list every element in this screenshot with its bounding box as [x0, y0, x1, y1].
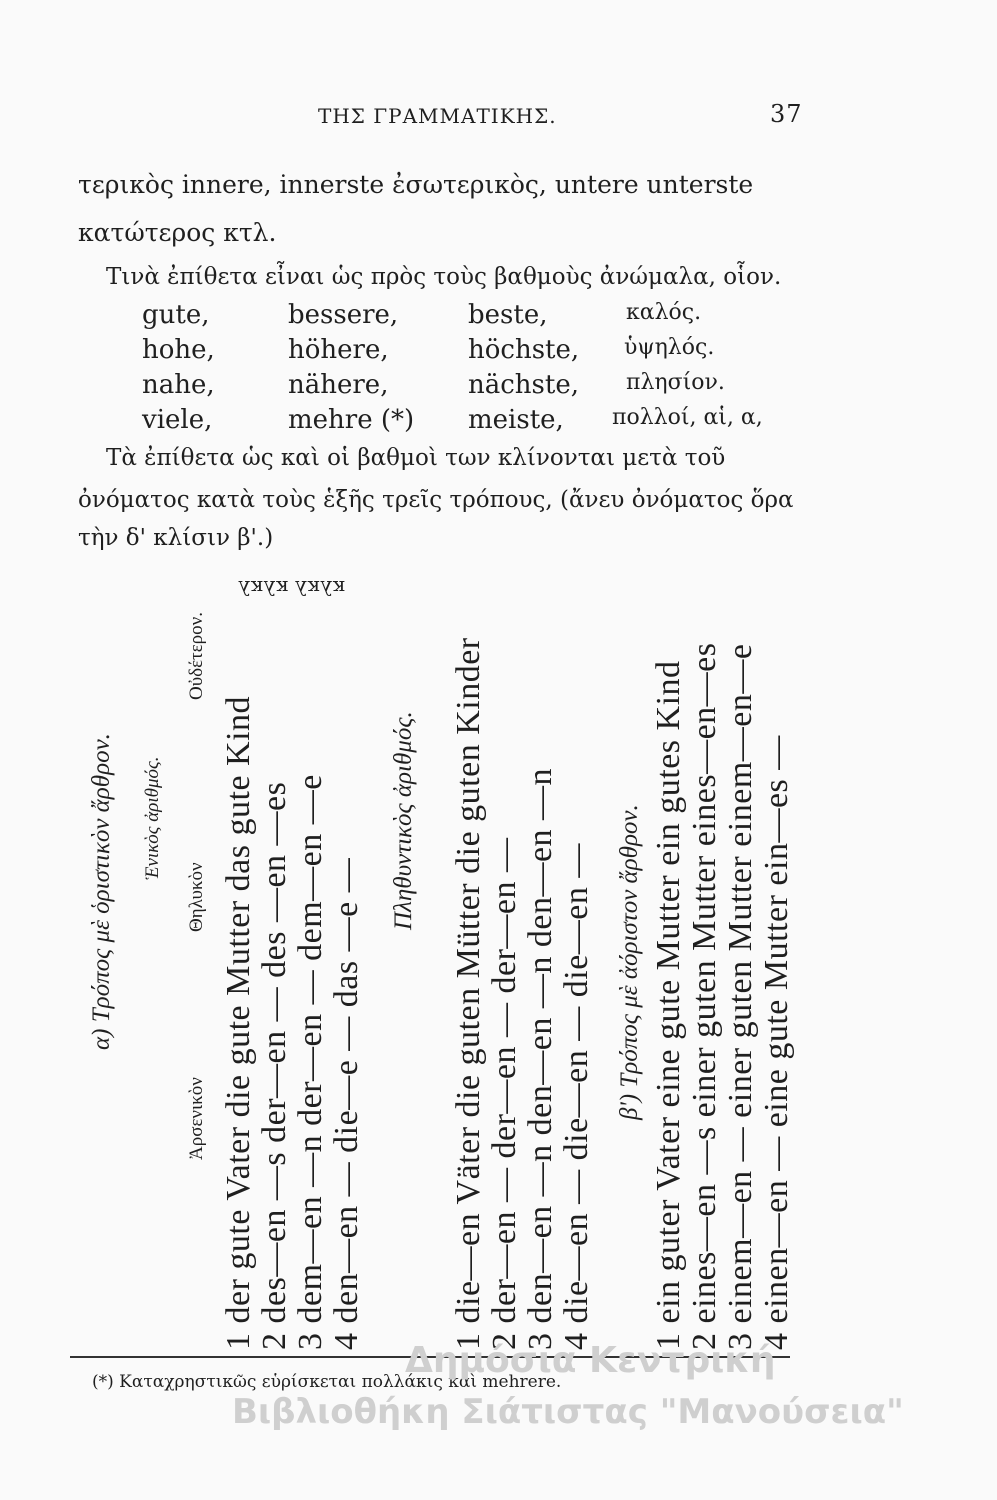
indefinite-row: 3 einem—en — einer guten Mutter einem—en—e — [722, 643, 759, 1350]
irr-superlative: höchste, — [468, 335, 580, 365]
irr-positive: nahe, — [142, 370, 215, 400]
gender-masculine: Ἀρσενικὸν — [186, 1077, 207, 1160]
plural-row: 2 der—en — der—en — der—en — — [486, 837, 523, 1350]
irr-positive: hohe, — [142, 335, 215, 365]
irr-superlative: meiste, — [468, 405, 564, 435]
footnote: (*) Καταχρηστικῶς εὑρίσκεται πολλάκις καὶ mehrere. — [92, 1372, 562, 1392]
page-number: 37 — [770, 100, 803, 128]
irr-comparative: höhere, — [288, 335, 389, 365]
singular-row: 3 dem—en —n der—en — dem—en —e — [292, 774, 329, 1350]
irr-positive: viele, — [142, 405, 213, 435]
irr-greek: καλός. — [626, 300, 702, 325]
irr-positive: gute, — [142, 300, 210, 330]
library-watermark-line-1: Δημόσια Κεντρική — [405, 1340, 776, 1381]
intro-line-1: τερικὸς innere, innerste ἐσωτερικὸς, untere unterste — [78, 170, 754, 199]
irr-greek: πολλοί, αἱ, α, — [612, 405, 763, 430]
singular-row: 2 des—en —s der—en — des —en —es — [256, 781, 293, 1350]
inverted-mark-top: κλκλ κλκλ — [238, 576, 346, 600]
indefinite-row: 4 einen—en — eine gute Mutter ein—es — — [758, 735, 795, 1350]
plural-row: 1 die—en Väter die guten Mütter die guten Kinder — [450, 637, 487, 1350]
indefinite-row: 2 eines—en —s einer guten Mutter eines—en—es — [686, 642, 723, 1350]
plural-row: 4 die—en — die—en — die—en — — [558, 843, 595, 1350]
library-watermark-line-2: Βιβλιοθήκη Σιάτιστας "Μανούσεια" — [232, 1392, 904, 1432]
irr-comparative: nähere, — [288, 370, 389, 400]
section-b-title: β') Τρόπος μὲ ἀόριστον ἄρθρον. — [616, 804, 643, 1120]
singular-row: 4 den—en — die—e — das —e — — [328, 857, 365, 1350]
gender-neuter: Οὐδέτερον. — [186, 612, 207, 700]
gender-feminine: Θηλυκὸν — [186, 862, 207, 932]
irr-comparative: mehre (*) — [288, 405, 415, 435]
para-line-3: τὴν δ' κλίσιν β'.) — [78, 525, 274, 551]
singular-row: 1 der gute Vater die gute Mutter das gute Kind — [220, 695, 257, 1350]
section-a-title: α) Τρόπος μὲ ὁριστικὸν ἄρθρον. — [88, 733, 115, 1050]
singular-label: Ἑνικὸς ἀριθμός. — [142, 756, 163, 880]
plural-label: Πληθυντικὸς ἀριθμός. — [390, 711, 417, 930]
irr-greek: πλησίον. — [626, 370, 725, 395]
irr-greek: ὑψηλός. — [624, 335, 715, 360]
intro-line-2: κατώτερος κτλ. — [78, 218, 277, 247]
declension-table-rotated — [60, 130, 800, 1350]
irr-comparative: bessere, — [288, 300, 399, 330]
running-header: ΤΗΣ ΓΡΑΜΜΑΤΙΚΗΣ. — [318, 104, 557, 128]
plural-row: 3 den—en —n den—en —n den—en —n — [522, 767, 559, 1350]
intro-line-3: Τινὰ ἐπίθετα εἶναι ὡς πρὸς τοὺς βαθμοὺς ἀνώμαλα, οἷον. — [106, 264, 782, 290]
irr-superlative: nächste, — [468, 370, 579, 400]
irr-superlative: beste, — [468, 300, 548, 330]
para-line-1: Τὰ ἐπίθετα ὡς καὶ οἱ βαθμοὶ των κλίνονται μετὰ τοῦ — [106, 445, 726, 471]
para-line-2: ὀνόματος κατὰ τοὺς ἑξῆς τρεῖς τρόπους, (ἄνευ ὀνόματος ὅρα — [78, 487, 794, 513]
indefinite-row: 1 ein guter Vater eine gute Mutter ein gutes Kind — [650, 660, 687, 1350]
